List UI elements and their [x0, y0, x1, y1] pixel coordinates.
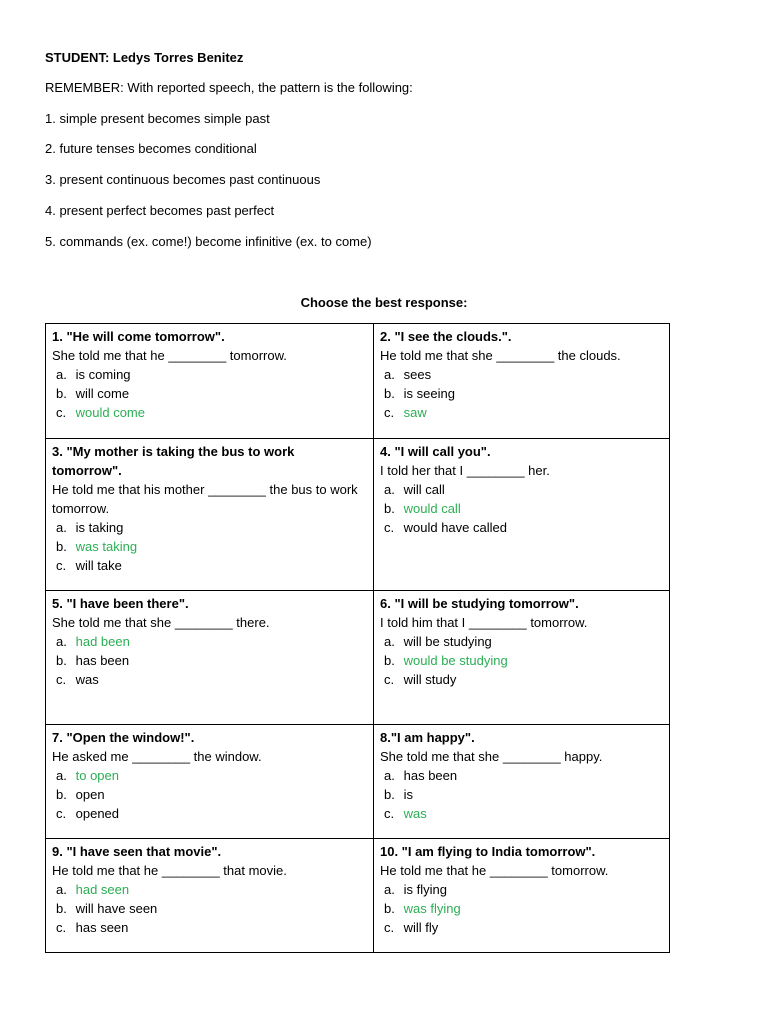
answer-option	[380, 785, 663, 804]
option-text: will be studying	[403, 634, 492, 649]
questions-table	[45, 323, 670, 953]
option-letter: b.	[384, 501, 395, 516]
question-title: 8."I am happy".	[380, 730, 475, 745]
question-title: 10. "I am flying to India tomorrow".	[380, 844, 596, 859]
option-letter: a.	[384, 634, 395, 649]
question-row	[46, 324, 670, 439]
question-row	[46, 725, 670, 839]
answer-option	[52, 880, 367, 899]
answer-option	[52, 403, 367, 422]
option-text: opened	[75, 806, 120, 821]
question-row	[46, 439, 670, 591]
answer-option	[52, 766, 367, 785]
question-prompt: She told me that she ________ there.	[52, 615, 270, 630]
answer-option	[380, 365, 663, 384]
answer-option	[52, 632, 367, 651]
question-cell-8	[374, 725, 670, 839]
option-letter: c.	[384, 920, 395, 935]
student-name: STUDENT: Ledys Torres Benitez	[45, 50, 244, 65]
option-text: open	[75, 787, 105, 802]
option-text-correct: had seen	[75, 882, 130, 897]
answer-option	[380, 766, 663, 785]
option-text-correct: was	[403, 806, 427, 821]
answer-option	[52, 899, 367, 918]
answer-option	[380, 384, 663, 403]
option-letter: b.	[384, 386, 395, 401]
question-prompt: She told me that she ________ happy.	[380, 749, 603, 764]
option-text: will have seen	[75, 901, 158, 916]
answer-option	[380, 804, 663, 823]
answer-option	[380, 899, 663, 918]
question-cell-3	[46, 439, 374, 591]
question-cell-5	[46, 591, 374, 725]
question-prompt: He told me that he ________ that movie.	[52, 863, 287, 878]
question-cell-7	[46, 725, 374, 839]
rule-1: 1. simple present becomes simple past	[45, 111, 270, 126]
option-letter: b.	[56, 787, 67, 802]
question-title: 5. "I have been there".	[52, 596, 189, 611]
question-title: 3. "My mother is taking the bus to work tomorrow".	[52, 444, 295, 478]
question-cell-4	[374, 439, 670, 591]
option-letter: c.	[56, 672, 67, 687]
option-text: has seen	[75, 920, 129, 935]
answer-option	[380, 918, 663, 937]
option-letter: c.	[56, 920, 67, 935]
option-text-correct: had been	[75, 634, 130, 649]
answer-option	[52, 785, 367, 804]
option-text: is	[403, 787, 414, 802]
question-title: 6. "I will be studying tomorrow".	[380, 596, 579, 611]
option-text-correct: would come	[75, 405, 145, 420]
option-text: has been	[75, 653, 130, 668]
option-text: will take	[75, 558, 122, 573]
option-text: will call	[403, 482, 445, 497]
option-letter: b.	[384, 901, 395, 916]
question-prompt: He asked me ________ the window.	[52, 749, 262, 764]
question-title: 1. "He will come tomorrow".	[52, 329, 225, 344]
question-prompt: He told me that she ________ the clouds.	[380, 348, 621, 363]
option-letter: b.	[56, 539, 67, 554]
question-title: 4. "I will call you".	[380, 444, 491, 459]
option-text: is seeing	[403, 386, 455, 401]
option-letter: b.	[56, 901, 67, 916]
option-letter: c.	[384, 405, 395, 420]
answer-option	[52, 556, 367, 575]
answer-option	[380, 480, 663, 499]
option-text-correct: to open	[75, 768, 119, 783]
option-letter: a.	[384, 367, 395, 382]
answer-option	[52, 651, 367, 670]
option-letter: a.	[56, 520, 67, 535]
rule-3: 3. present continuous becomes past continuous	[45, 172, 321, 187]
answer-option	[52, 518, 367, 537]
answer-option	[52, 365, 367, 384]
rule-4: 4. present perfect becomes past perfect	[45, 203, 275, 218]
answer-option	[380, 651, 663, 670]
question-cell-6	[374, 591, 670, 725]
option-letter: a.	[384, 768, 395, 783]
question-prompt: He told me that he ________ tomorrow.	[380, 863, 609, 878]
option-letter: b.	[56, 386, 67, 401]
question-title: 9. "I have seen that movie".	[52, 844, 222, 859]
option-text: will study	[403, 672, 457, 687]
option-text-correct: saw	[403, 405, 427, 420]
option-text: will come	[75, 386, 130, 401]
answer-option	[380, 518, 663, 537]
question-prompt: I told him that I ________ tomorrow.	[380, 615, 588, 630]
answer-option	[380, 670, 663, 689]
question-row	[46, 839, 670, 953]
answer-option	[380, 403, 663, 422]
option-letter: c.	[56, 558, 67, 573]
answer-option	[52, 670, 367, 689]
option-text: is coming	[75, 367, 131, 382]
option-letter: c.	[384, 520, 395, 535]
option-letter: c.	[56, 405, 67, 420]
option-text-correct: was flying	[403, 901, 461, 916]
question-title: 2. "I see the clouds.".	[380, 329, 512, 344]
option-text: is taking	[75, 520, 124, 535]
option-letter: a.	[56, 768, 67, 783]
question-prompt: She told me that he ________ tomorrow.	[52, 348, 287, 363]
option-letter: b.	[384, 653, 395, 668]
question-row	[46, 591, 670, 725]
question-title: 7. "Open the window!".	[52, 730, 195, 745]
option-text: is flying	[403, 882, 447, 897]
answer-option	[52, 918, 367, 937]
answer-option	[380, 632, 663, 651]
option-letter: b.	[56, 653, 67, 668]
option-text-correct: would be studying	[403, 653, 508, 668]
rule-2: 2. future tenses becomes conditional	[45, 141, 257, 156]
question-cell-2	[374, 324, 670, 439]
option-letter: c.	[56, 806, 67, 821]
option-text: has been	[403, 768, 458, 783]
answer-option	[52, 537, 367, 556]
option-text-correct: would call	[403, 501, 461, 516]
instruction-heading: Choose the best response:	[300, 295, 468, 310]
option-text: was	[75, 672, 99, 687]
option-letter: b.	[384, 787, 395, 802]
question-cell-9	[46, 839, 374, 953]
question-prompt: I told her that I ________ her.	[380, 463, 550, 478]
option-text: sees	[403, 367, 432, 382]
question-cell-1	[46, 324, 374, 439]
question-prompt: He told me that his mother ________ the bus to work tomorrow.	[52, 482, 358, 516]
answer-option	[52, 804, 367, 823]
option-letter: a.	[384, 882, 395, 897]
option-letter: a.	[56, 367, 67, 382]
option-letter: c.	[384, 672, 395, 687]
answer-option	[52, 384, 367, 403]
option-letter: a.	[56, 634, 67, 649]
option-letter: a.	[56, 882, 67, 897]
question-cell-10	[374, 839, 670, 953]
option-letter: c.	[384, 806, 395, 821]
answer-option	[380, 499, 663, 518]
option-letter: a.	[384, 482, 395, 497]
option-text: would have called	[403, 520, 507, 535]
option-text-correct: was taking	[75, 539, 138, 554]
remember-intro: REMEMBER: With reported speech, the pattern is the following:	[45, 80, 413, 95]
answer-option	[380, 880, 663, 899]
option-text: will fly	[403, 920, 439, 935]
rule-5: 5. commands (ex. come!) become infinitive (ex. to come)	[45, 234, 372, 249]
